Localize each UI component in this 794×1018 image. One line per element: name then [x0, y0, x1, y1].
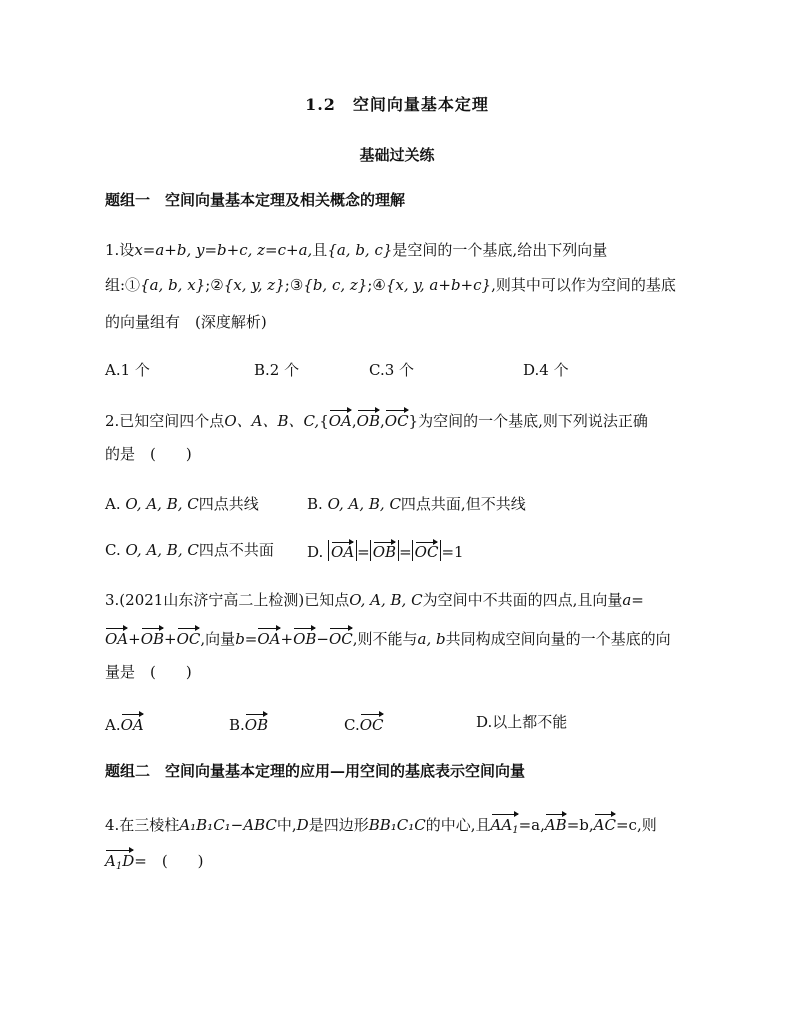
question-3-line-2: OA+OB+OC,向量b=OA+OB−OC,则不能与a, b共同构成空间向量的一个基底的向 — [105, 626, 671, 649]
q3-option-c: C.OC — [344, 712, 384, 735]
question-2-line-2: 的是 ( ) — [105, 445, 192, 463]
vector-ac: AC — [594, 812, 616, 835]
page-title: 1.2 空间向量基本定理 — [305, 95, 489, 114]
vector-oa: OA — [329, 408, 352, 431]
q3-option-b: B.OB — [229, 712, 268, 735]
q1-option-d: D.4 个 — [523, 361, 569, 379]
vector-ob: OB — [357, 408, 380, 431]
question-2-line-1: 2.已知空间四个点O、A、B、C,{OA,OB,OC}为空间的一个基底,则下列说法正确 — [105, 408, 648, 431]
section-subtitle: 基础过关练 — [359, 146, 435, 164]
q1-option-c: C.3 个 — [369, 361, 415, 379]
group-heading-2: 题组二 空间向量基本定理的应用—用空间的基底表示空间向量 — [105, 762, 526, 780]
q2-option-a: A. O, A, B, C四点共线 — [105, 495, 259, 513]
vector-ab: AB — [545, 812, 567, 835]
question-4-line-1: 4.在三棱柱A₁B₁C₁−ABC中,D是四边形BB₁C₁C的中心,且$AA_1=a,AB=b,AC=c$,则 — [105, 812, 657, 841]
vector-a1d: $A_1D$ — [105, 848, 134, 877]
question-3-line-3: 量是 ( ) — [105, 663, 192, 681]
q2-option-d: D. OA = OB = OC =1 — [307, 540, 464, 562]
q2-option-b: B. O, A, B, C四点共面,但不共线 — [307, 495, 526, 513]
question-1-line-3: 的向量组有 (深度解析) — [105, 313, 267, 331]
question-1-line-2: 组:①{a, b, x};②{x, y, z};③{b, c, z};④{x, y, a+b+c},则其中可以作为空间的基底 — [105, 276, 676, 294]
question-1-line-1: 1.设x=a+b, y=b+c, z=c+a,且{a, b, c}是空间的一个基底,给出下列向量 — [105, 241, 608, 259]
q3-option-a: A.OA — [105, 712, 144, 735]
vector-aa1: $AA_1$ — [491, 812, 519, 841]
question-4-line-2: $A_1D=$ ( ) — [105, 848, 204, 877]
q1-option-a: A.1 个 — [105, 361, 150, 379]
question-3-line-1: 3.(2021山东济宁高二上检测)已知点O, A, B, C为空间中不共面的四点,且向量a= — [105, 591, 644, 609]
q1-option-b: B.2 个 — [254, 361, 300, 379]
group-heading-1: 题组一 空间向量基本定理及相关概念的理解 — [105, 191, 406, 209]
q3-option-d: D.以上都不能 — [476, 713, 568, 731]
vector-oc: OC — [385, 408, 409, 431]
q2-option-c: C. O, A, B, C四点不共面 — [105, 541, 274, 559]
